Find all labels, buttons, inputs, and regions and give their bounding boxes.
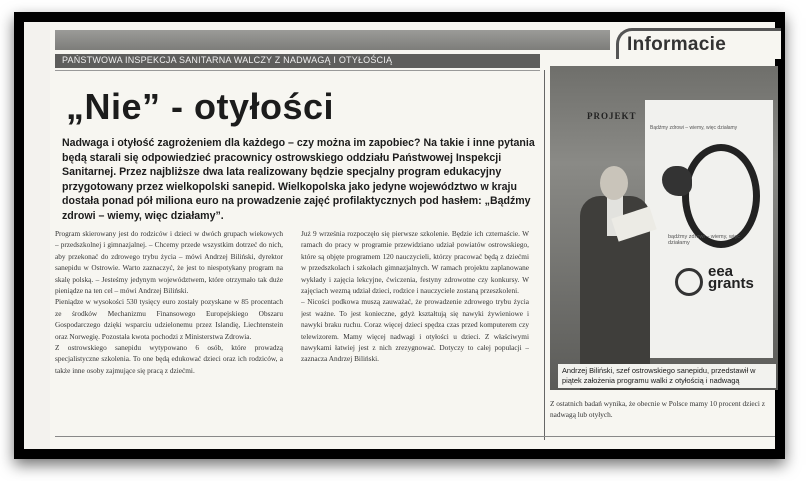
project-logo-figure <box>662 166 692 196</box>
article-photo <box>550 66 778 390</box>
kicker-text: PAŃSTWOWA INSPEKCJA SANITARNA WALCZY Z NADWAGĄ I OTYŁOŚCIĄ <box>62 55 393 65</box>
speaker-figure <box>580 166 650 390</box>
article-headline: „Nie” - otyłości <box>66 86 335 127</box>
column-divider <box>544 70 545 440</box>
header-band <box>55 30 610 50</box>
body-column-1 <box>55 228 283 436</box>
banner-subtitle: Bądźmy zdrowi – wiemy, więc działamy <box>650 125 738 131</box>
article-lead: Nadwaga i otyłość zagrożeniem dla każdego – czy można im zapobiec? Na takie i inne pytania będą starali się odpowiedzieć pracownicy ostrowskiego oddziału Państwowej Inspekcji Sanitarnej. Przez najbliższe dwa lata realizowany będzie specjalny program edukacyjny przygotowany przez wielkopolski sanepid. Wielkopolska jako jedyne województwo w kraju dostała ponad pół miliona euro na prowadzenie zajęć profilaktycznych pod hasłem: „Bądźmy zdrowi – wiemy, więc działamy”. <box>62 137 535 222</box>
emblem-icon <box>675 268 703 296</box>
project-logo-ring <box>682 144 760 248</box>
banner-tagline: bądźmy zdrowi – wiemy, więc działamy <box>668 234 741 246</box>
paragraph: Z ostrowskiego sanepidu wytypowano 6 osób, które prowadzą specjalistyczne szkolenia. To one będą edukować dzieci oraz ich rodziców, a także inne osoby zajmujące się pracą z dziećmi. <box>55 343 283 375</box>
divider <box>55 70 540 71</box>
bottom-rule <box>55 436 775 437</box>
kicker-bar <box>55 54 540 68</box>
page-margin <box>24 22 50 449</box>
aside-text: Z ostatnich badań wynika, że obecnie w Polsce mamy 10 procent dzieci z nadwagą lub otyłych. <box>550 399 765 419</box>
eea-grants-logo: eea grants <box>708 263 754 292</box>
section-label: Informacie <box>627 34 727 55</box>
banner-title: PROJEKT <box>587 111 637 121</box>
body-column-2 <box>301 228 529 420</box>
paragraph: Program skierowany jest do rodziców i dzieci w dwóch grupach wiekowych – przedszkolnej i gimnazjalnej. – Chcemy przede wszystkim dotrzeć do nich, aby przekonać do zdrowego trybu życia – mówi Andrzej Biliński, dyrektor sanepidu w Ostrowie. Warto zaznaczyć, że jest to niespotykany program na skalę polską. – Jesteśmy jedynym województwem, które otrzymało tak duże pieniądze na ten cel – mówi Andrzej Biliński. <box>55 229 283 296</box>
paragraph: Pieniądze w wysokości 530 tysięcy euro zostały pozyskane w 85 procentach ze środków Mechanizmu Finansowego Europejskiego Obszaru Gospodarczego dzięki wsparciu udzielonemu przez Islandię, Liechtenstein oraz Norwegię. Pozostała kwota pochodzi z Ministerstwa Zdrowia. <box>55 297 283 341</box>
speaker-head <box>600 166 628 200</box>
photo-caption: Andrzej Biliński, szef ostrowskiego sanepidu, przedstawił w piątek założenia programu walki z otyłością i nadwagą <box>558 364 776 388</box>
section-label-box <box>616 28 781 59</box>
paragraph: – Nicości podkowa muszą zauważać, że prowadzenie zdrowego trybu życia jest ważne. To jest konieczne, gdyż kształtują się nawyki żywieniowe i nawyki braku ruchu. Coraz więcej dzieci spędza czas przed komputerem czy telewizorem. Mamy więcej nadwagi i otyłości u dzieci. Z właściwymi nawykami łatwiej jest z nich zrezygnować. Dotyczy to całej populacji – zaznacza Andrzej Biliński. <box>301 297 529 364</box>
paragraph: Już 9 września rozpoczęło się pierwsze szkolenie. Będzie ich czternaście. W ramach do pracy w programie przewidziano udział powiatów ostrowskiego, które są objęte programem 120 nauczycieli, którzy pracować będą z dziećmi w przedszkolach i szkołach gimnazjalnych. W ramach projektu zaplanowane wykłady i zajęcia lekcyjne, ćwiczenia, festyny zdrowotne czy konkursy. W zajęciach wezmą udział dzieci, rodzice i nauczyciele zostaną przeszkoleni. <box>301 229 529 296</box>
